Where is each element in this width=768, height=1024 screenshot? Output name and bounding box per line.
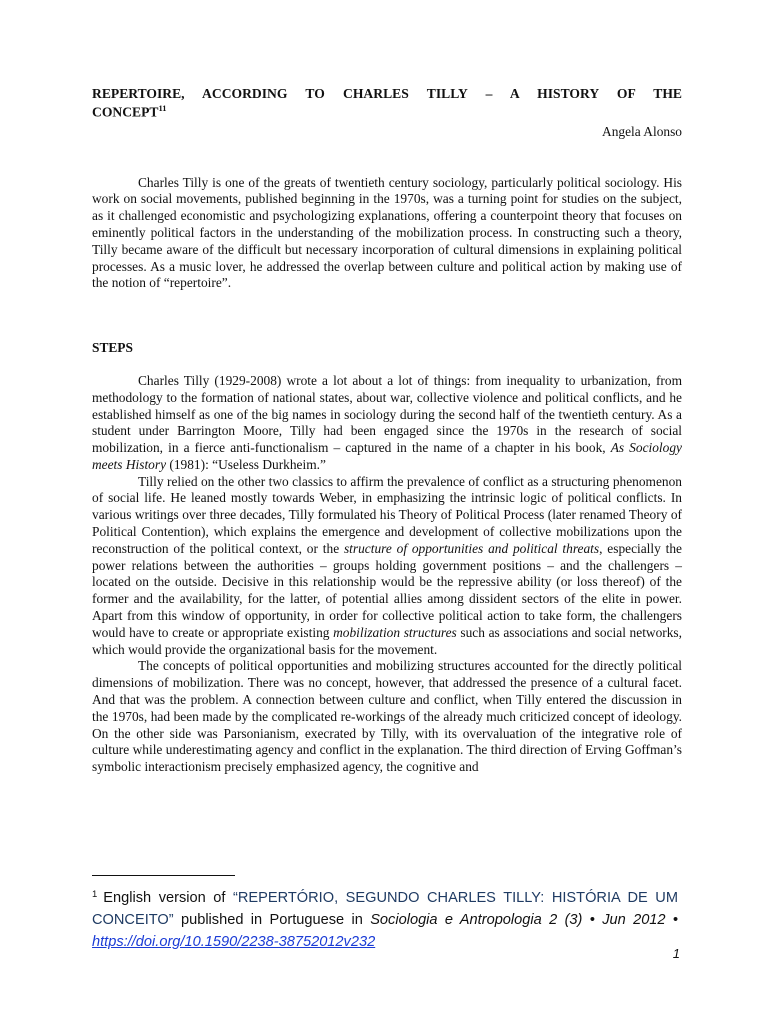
footnote-journal: Sociologia e Antropologia 2 (3) • Jun 2012 •	[370, 912, 678, 928]
paragraph-1	[92, 373, 682, 474]
footnote-divider	[92, 875, 235, 876]
paragraph-2-part-1: Tilly relied on the other two classics to affirm the prevalence of conflict as a structuring phenomenon of social life. He leaned mostly towards Weber, in emphasizing the intrinsic logic of political conflicts. In various writings over three decades, Tilly formulated his Theory of Political Process (later renamed Theory of Political Contention), which explains the emergence and development of collective mobilizations upon the reconstruction of the political context, or the	[92, 473, 682, 556]
paragraph-3: The concepts of political opportunities and mobilizing structures accounted for the directly political dimensions of mobilization. There was no concept, however, that addressed the presence of a cultural facet. And that was the problem. A connection between culture and conflict, when Tilly entered the discussion in the 1970s, had been made by the complicated re-workings of the already much criticized concept of ideology. On the other side was Parsonianism, execrated by Tilly, with its overvaluation of the integrative role of culture while underestimating agency and conflict in the explanation. The third direction of Erving Goffman’s symbolic interactionism precisely emphasized agency, the cognitive and	[92, 658, 682, 775]
book-title: As Sociology meets History	[92, 440, 682, 472]
footnote-prefix: English version of	[103, 890, 233, 906]
section-heading-steps: STEPS	[92, 340, 133, 356]
footnote-number: 1	[92, 889, 98, 900]
paragraph-2-part-3: such as associations and social networks, which would provide the organizational basis for the movement.	[92, 624, 682, 657]
footnote-original-title: “REPERTÓRIO, SEGUNDO CHARLES TILLY: HISTÓRIA DE UM CONCEITO”	[92, 890, 678, 928]
author-name: Angela Alonso	[602, 123, 682, 139]
document-body	[92, 86, 682, 776]
document-title-line-1: REPERTOIRE, ACCORDING TO CHARLES TILLY – A HISTORY OF THE	[92, 86, 682, 101]
footnote-doi-link[interactable]: https://doi.org/10.1590/2238-38752012v232	[92, 934, 376, 950]
footnote	[92, 884, 678, 953]
paragraph-1-text: Charles Tilly (1929-2008) wrote a lot about a lot of things: from inequality to urbanization, from methodology to the formation of national states, about war, collective violence and political conflicts, and he established himself as one of the big names in sociology during the second half of the twentieth century. As a student under Barrington Moore, Tilly had been engaged since the 1970s in the research of social mobilization, in a fierce anti-functionalism – captured in the name of a chapter in his book,	[92, 372, 682, 456]
paragraph-2-part-2: , especially the power relations between the authorities – groups holding government positions – and the challengers – located on the outside. Decisive in this relationship would be the repressive ability (or loss thereof) of the former and the availability, for the latter, of potential allies among dissident sectors of the elite in power. Apart from this window of opportunity, in order for collective political action to take form, the challengers would have to create or appropriate existing	[92, 540, 682, 640]
page-number: 1	[672, 946, 680, 961]
paragraph-1-tail: (1981): “Useless Durkheim.”	[166, 456, 326, 472]
title-footnote-marker: 11	[158, 103, 167, 113]
footnote-published-in: published in Portuguese in	[173, 912, 371, 928]
intro-paragraph: Charles Tilly is one of the greats of twentieth century sociology, particularly political sociology. His work on social movements, published beginning in the 1970s, was a turning point for studies on the subject, as it challenged economistic and psychologizing explanations, offering a counterpoint theory that focuses on eminently political factors in the understanding of the mobilization process. In constructing such a theory, Tilly became aware of the difficult but necessary incorporation of cultural dimensions in explaining political processes. As a music lover, he addressed the overlap between culture and political action by making use of the notion of “repertoire”.	[92, 174, 682, 291]
document-title-word: CONCEPT	[92, 104, 159, 120]
italic-term-opportunities: structure of opportunities and political threats	[343, 540, 600, 556]
paragraph-2	[92, 474, 682, 659]
document-title-line-2	[92, 101, 682, 120]
italic-term-mobilization: mobilization structures	[333, 624, 457, 640]
